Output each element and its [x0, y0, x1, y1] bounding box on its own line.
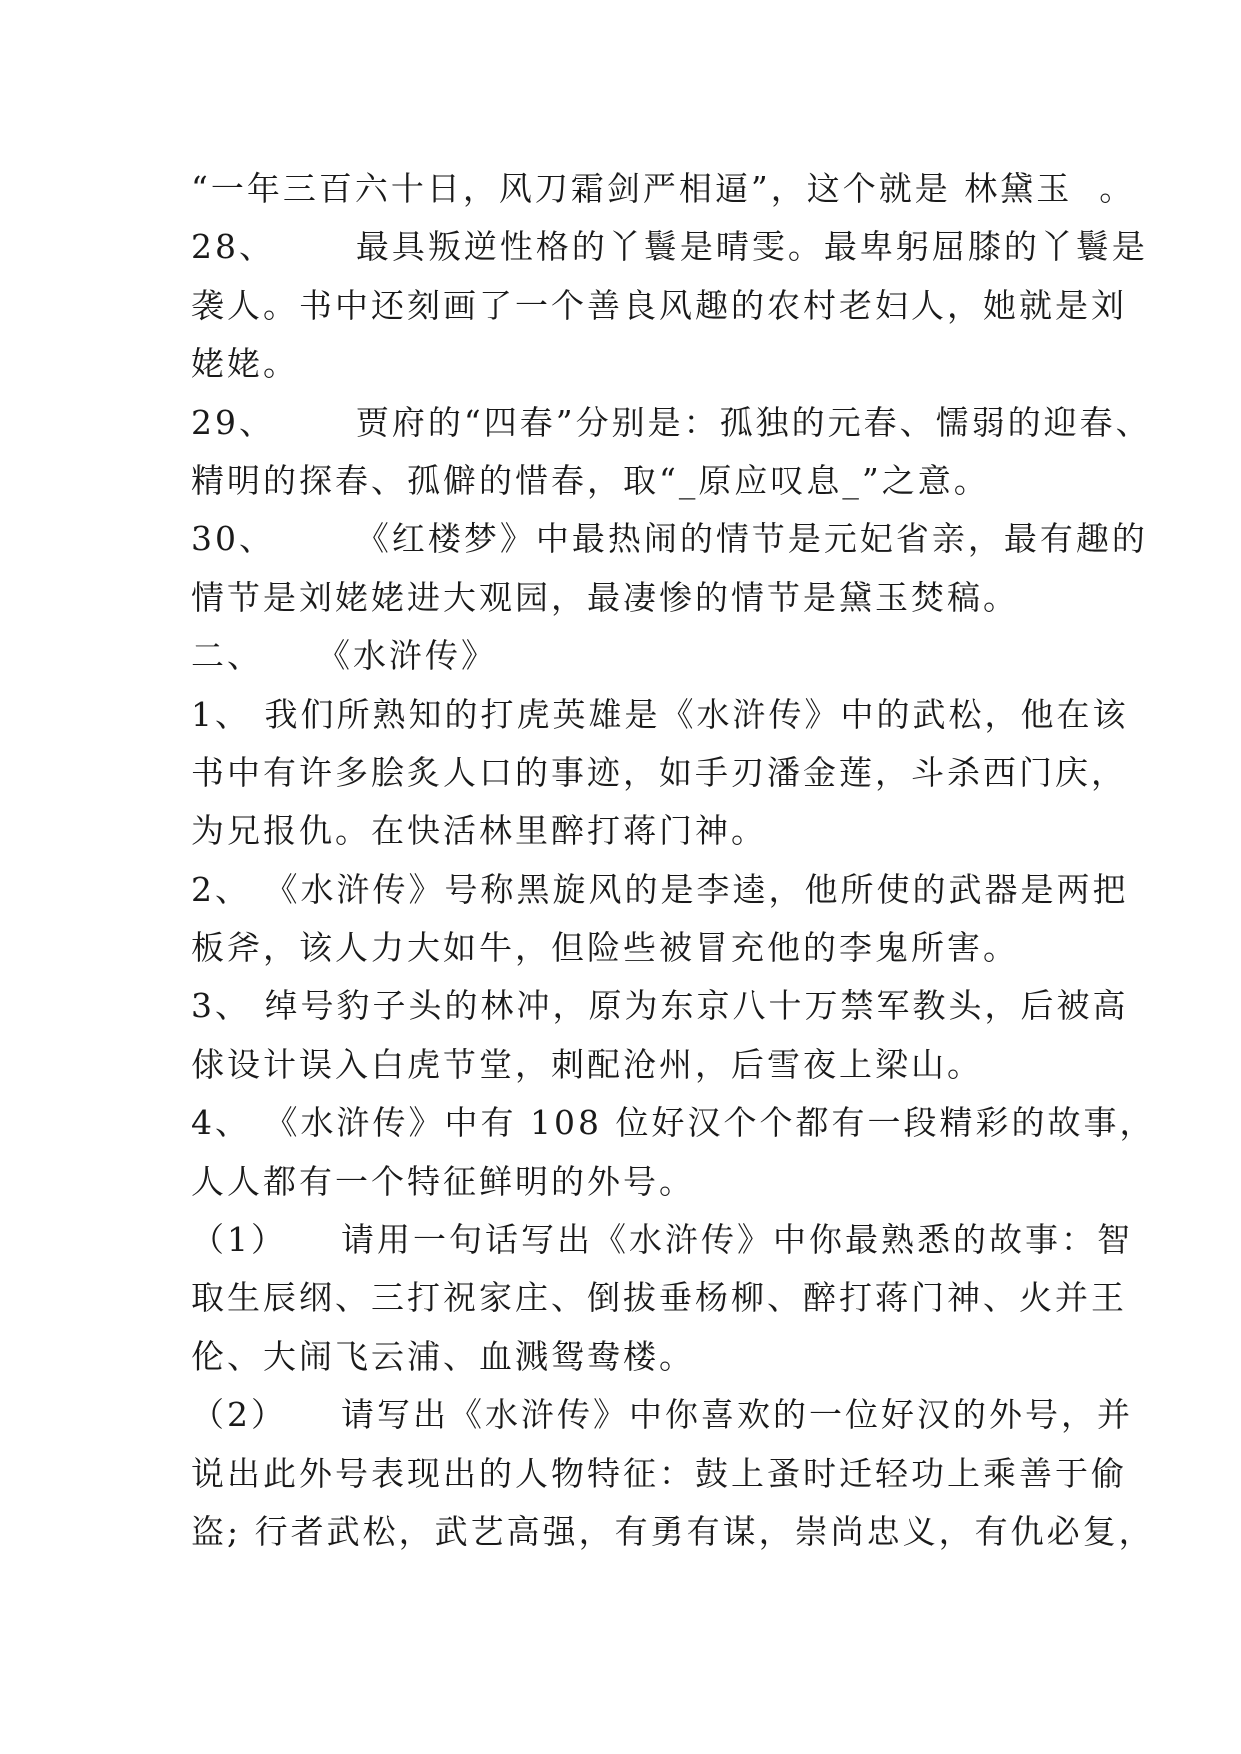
text-line: 说出此外号表现出的人物特征：鼓上蚤时迁轻功上乘善于偷 — [191, 1453, 1127, 1493]
section-heading: 二、 《水浒传》 — [191, 636, 497, 676]
text-line: 3、 绰号豹子头的林冲，原为东京八十万禁军教头，后被高 — [191, 986, 1129, 1026]
text-line: （1） 请用一句话写出《水浒传》中你最熟悉的故事：智 — [191, 1220, 1133, 1260]
text-line: 取生辰纲、三打祝家庄、倒拔垂杨柳、醉打蒋门神、火并王 — [191, 1278, 1127, 1318]
text-line: 伦、大闹飞云浦、血溅鸳鸯楼。 — [191, 1336, 695, 1376]
text-line: 2、 《水浒传》号称黑旋风的是李逵，他所使的武器是两把 — [191, 869, 1129, 909]
body-text — [191, 160, 1156, 1561]
text-line: 28、 最具叛逆性格的丫鬟是晴雯。最卑躬屈膝的丫鬟是 — [191, 227, 1148, 267]
text-line: 板斧，该人力大如牛，但险些被冒充他的李鬼所害。 — [191, 928, 1019, 968]
text-line: 1、 我们所熟知的打虎英雄是《水浒传》中的武松，他在该 — [191, 694, 1129, 734]
text-line: 29、 贾府的“四春”分别是：孤独的元春、懦弱的迎春、 — [191, 402, 1152, 442]
text-line: 人人都有一个特征鲜明的外号。 — [191, 1161, 695, 1201]
text-line: 盗; 行者武松，武艺高强，有勇有谋，崇尚忠义，有仇必复， — [191, 1511, 1155, 1551]
text-line: “一年三百六十日，风刀霜剑严相逼”，这个就是 林黛玉 。 — [191, 169, 1136, 208]
text-line: 书中有许多脍炙人口的事迹，如手刃潘金莲，斗杀西门庆， — [191, 752, 1127, 792]
text-line: 姥姥。 — [191, 344, 299, 384]
text-line: 4、 《水浒传》中有 108 位好汉个个都有一段精彩的故事， — [191, 1103, 1156, 1143]
text-line: （2） 请写出《水浒传》中你喜欢的一位好汉的外号，并 — [191, 1395, 1133, 1435]
text-line: 袭人。书中还刻画了一个善良风趣的农村老妇人，她就是刘 — [191, 285, 1127, 325]
text-line: 俅设计误入白虎节堂，刺配沧州，后雪夜上梁山。 — [191, 1044, 983, 1084]
text-line: 精明的探春、孤僻的惜春，取“_原应叹息_”之意。 — [191, 460, 990, 500]
text-line: 30、 《红楼梦》中最热闹的情节是元妃省亲，最有趣的 — [191, 519, 1148, 559]
text-line: 情节是刘姥姥进大观园，最凄惨的情节是黛玉焚稿。 — [191, 577, 1019, 617]
text-line: 为兄报仇。在快活林里醉打蒋门神。 — [191, 811, 767, 851]
